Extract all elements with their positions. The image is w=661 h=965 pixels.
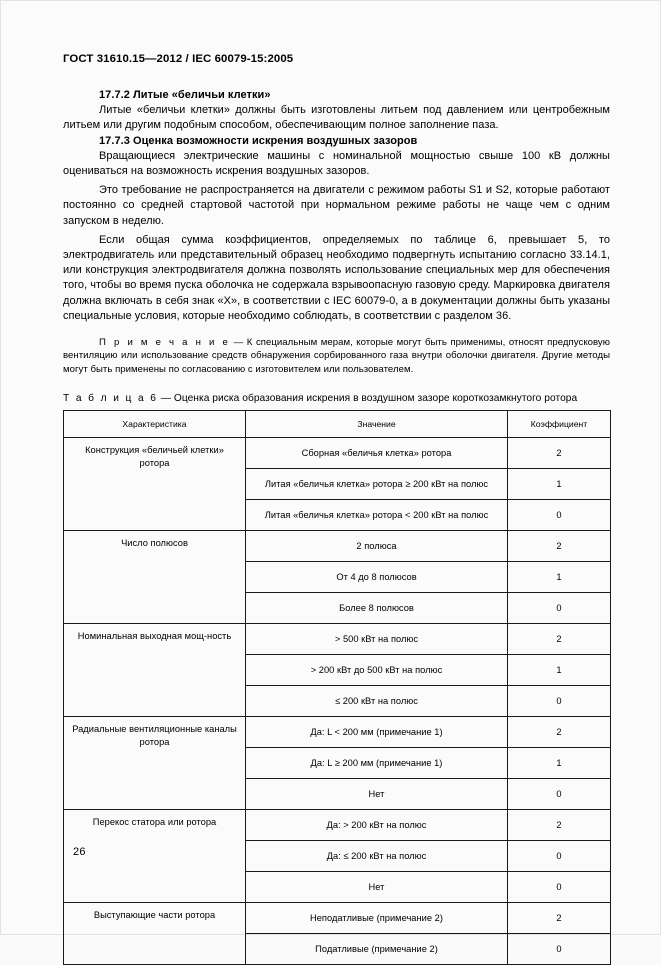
table-caption: [63, 393, 610, 404]
cell-coefficient: 2: [508, 810, 611, 841]
cell-value: > 500 кВт на полюс: [246, 624, 508, 655]
cell-coefficient: 1: [508, 562, 611, 593]
note-text: — К специальным мерам, которые могут быть применимы, относят предпусковую вентиляцию или использование средств обнаружения сорбированного газа внутри оболочки двигателя. Другие методы могут быть применены по согласованию с изготовителем или пользователем.: [63, 337, 610, 375]
cell-value: Да: > 200 кВт на полюс: [246, 810, 508, 841]
cell-characteristic: Конструкция «беличьей клетки» ротора: [64, 438, 246, 531]
column-header-coefficient: Коэффициент: [508, 411, 611, 438]
table-caption-rest: — Оценка риска образования искрения в воздушном зазоре короткозамкнутого ротора: [157, 393, 578, 405]
cell-characteristic: Выступающие части ротора: [64, 903, 246, 965]
table-row: [64, 438, 611, 469]
cell-value: Сборная «беличья клетка» ротора: [246, 438, 508, 469]
cell-value: Да: ≤ 200 кВт на полюс: [246, 841, 508, 872]
table-caption-lead: Т а б л и ц а 6: [63, 393, 158, 405]
cell-coefficient: 0: [508, 934, 611, 965]
cell-value: Нет: [246, 872, 508, 903]
cell-value: Литая «беличья клетка» ротора < 200 кВт на полюс: [246, 500, 508, 531]
table-head: [64, 411, 611, 438]
cell-value: Неподатливые (примечание 2): [246, 903, 508, 934]
column-header-characteristic: Характеристика: [64, 411, 246, 438]
cell-value: От 4 до 8 полюсов: [246, 562, 508, 593]
cell-coefficient: 1: [508, 655, 611, 686]
section-17-7-3-paragraph-3: Если общая сумма коэффициентов, определяемых по таблице 6, превышает 5, то электродвигатель или представительный образец необходимо подвергнуть испытанию согласно 33.14.1, или конструкция электродвигателя должна позволять использование специальных мер для обеспечения того, чтобы во время пуска оболочка не содержала взрывоопасную газовую среду. Маркировка двигателя должна включать в себя знак «X», в соответствии с IEC 60079-0, а в документации должны быть указаны специальные условия, которые необходимо соблюдать, в соответствии с разделом 36.: [63, 233, 610, 322]
cell-coefficient: 2: [508, 438, 611, 469]
cell-coefficient: 2: [508, 903, 611, 934]
cell-coefficient: 1: [508, 748, 611, 779]
cell-value: Податливые (примечание 2): [246, 934, 508, 965]
cell-coefficient: 2: [508, 531, 611, 562]
cell-characteristic: Номинальная выходная мощ-ность: [64, 624, 246, 717]
cell-value: Да: L < 200 мм (примечание 1): [246, 717, 508, 748]
cell-value: ≤ 200 кВт на полюс: [246, 686, 508, 717]
cell-value: Да: L ≥ 200 мм (примечание 1): [246, 748, 508, 779]
table-row: [64, 810, 611, 841]
table-row: [64, 624, 611, 655]
cell-coefficient: 2: [508, 624, 611, 655]
section-heading-17-7-2: 17.7.2 Литые «беличьи клетки»: [99, 89, 271, 101]
cell-coefficient: 0: [508, 686, 611, 717]
cell-characteristic: Радиальные вентиляционные каналы ротора: [64, 717, 246, 810]
section-17-7-3-paragraph-2: Это требование не распространяется на двигатели с режимом работы S1 и S2, которые работают постоянно со средней стартовой частотой при нормальном режиме работы не чаще чем с одним запуском в неделю.: [63, 184, 610, 227]
cell-coefficient: 0: [508, 779, 611, 810]
section-heading-17-7-3: 17.7.3 Оценка возможности искрения воздушных зазоров: [99, 134, 418, 147]
table-body: [64, 438, 611, 965]
cell-coefficient: 0: [508, 593, 611, 624]
table-row: [64, 531, 611, 562]
cell-value: > 200 кВт до 500 кВт на полюс: [246, 655, 508, 686]
section-17-7-2-paragraph-1: Литые «беличьи клетки» должны быть изготовлены литьем под давлением или центробежным литьем или другим подобным способом, обеспечивающим полное заполнение паза.: [63, 104, 610, 132]
table-6: [63, 410, 611, 965]
table-header-row: [64, 411, 611, 438]
section-17-7-3-paragraph-1: Вращающиеся электрические машины с номинальной мощностью свыше 100 кВ должны оцениваться на возможность искрения воздушных зазоров.: [63, 149, 610, 178]
page-content: [63, 53, 610, 965]
table-row: [64, 717, 611, 748]
document-header: ГОСТ 31610.15—2012 / IEC 60079-15:2005: [63, 53, 294, 65]
column-header-value: Значение: [246, 411, 508, 438]
cell-coefficient: 1: [508, 469, 611, 500]
table-row: [64, 903, 611, 934]
cell-coefficient: 2: [508, 717, 611, 748]
cell-coefficient: 0: [508, 872, 611, 903]
cell-coefficient: 0: [508, 841, 611, 872]
cell-value: 2 полюса: [246, 531, 508, 562]
cell-coefficient: 0: [508, 500, 611, 531]
cell-characteristic: Перекос статора или ротора: [64, 810, 246, 903]
note-lead-label: П р и м е ч а н и е: [99, 337, 231, 349]
cell-value: Литая «беличья клетка» ротора ≥ 200 кВт на полюс: [246, 469, 508, 500]
cell-value: Нет: [246, 779, 508, 810]
note-block: [63, 336, 610, 376]
page-number: 26: [73, 846, 86, 858]
cell-value: Более 8 полюсов: [246, 593, 508, 624]
cell-characteristic: Число полюсов: [64, 531, 246, 624]
